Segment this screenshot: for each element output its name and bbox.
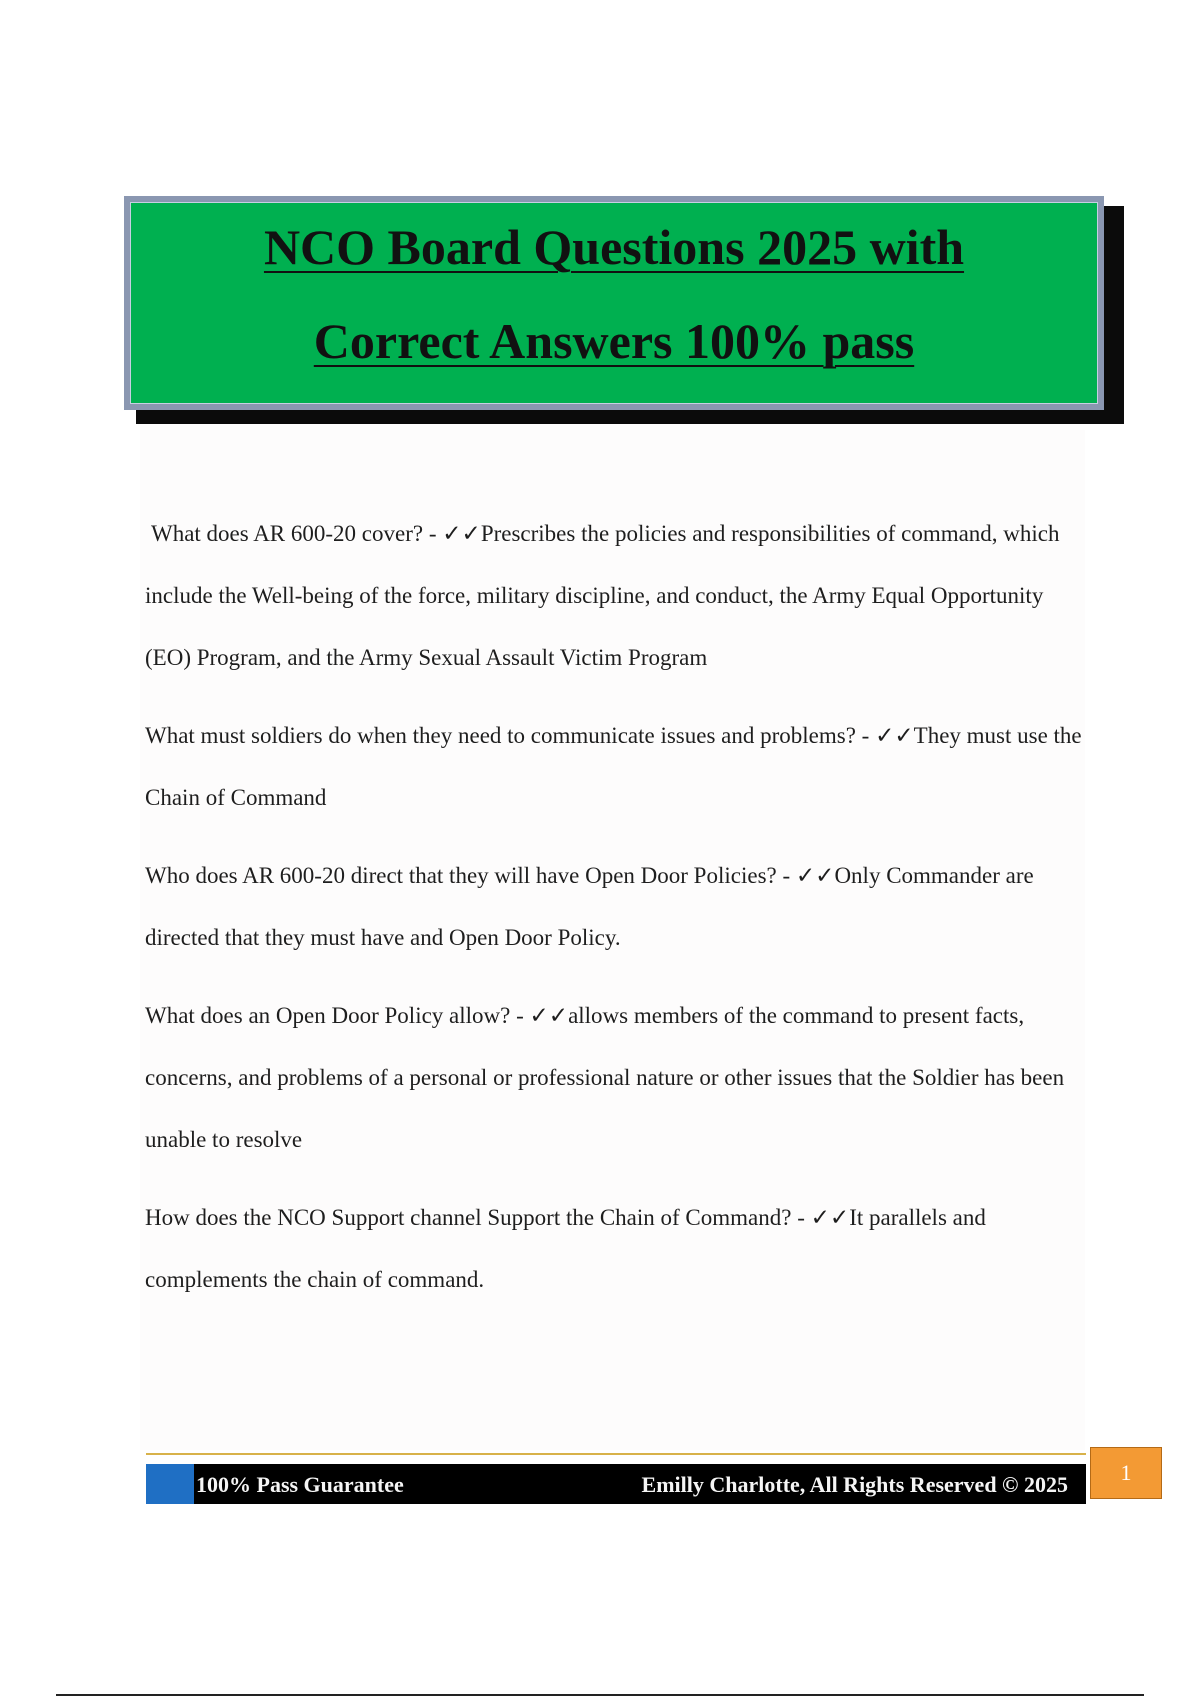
question-text: What does an Open Door Policy allow? - bbox=[145, 1003, 530, 1028]
check-icon: ✓✓ bbox=[529, 1003, 569, 1028]
footer-copyright-text: Emilly Charlotte, All Rights Reserved © 2025 bbox=[641, 1472, 1068, 1497]
check-icon: ✓✓ bbox=[810, 1205, 850, 1230]
document-title-line-1 bbox=[130, 219, 1098, 275]
footer-bar bbox=[146, 1464, 1086, 1504]
question-text: How does the NCO Support channel Support the Chain of Command? - bbox=[145, 1205, 811, 1230]
qa-item bbox=[145, 503, 1085, 689]
check-icon: ✓✓ bbox=[795, 863, 835, 888]
question-text: Who does AR 600-20 direct that they will have Open Door Policies? - bbox=[145, 863, 796, 888]
qa-list bbox=[145, 503, 1085, 1327]
answer-text: They must use the Chain of Command bbox=[145, 723, 1082, 810]
check-icon: ✓✓ bbox=[875, 723, 914, 748]
document-title-line-1-text: NCO Board Questions 2025 with bbox=[263, 219, 965, 275]
answer-text: Only Commander are directed that they must have and Open Door Policy. bbox=[145, 863, 1034, 950]
document-title-line-2-text: Correct Answers 100% pass bbox=[313, 313, 915, 369]
page-number-badge: 1 bbox=[1090, 1447, 1162, 1499]
footer-accent bbox=[146, 1464, 194, 1504]
qa-item bbox=[145, 1187, 1085, 1311]
title-banner bbox=[124, 196, 1104, 410]
footer-guarantee-text: 100% Pass Guarantee bbox=[196, 1472, 404, 1497]
qa-item bbox=[145, 705, 1085, 829]
answer-text: Prescribes the policies and responsibilities of command, which include the Well-being of the force, military discipline, and conduct, the Army Equal Opportunity (EO) Program, and the Army Sexual Assault Victim Program bbox=[145, 521, 1060, 670]
check-icon: ✓✓ bbox=[442, 521, 481, 546]
footer-divider bbox=[146, 1453, 1086, 1455]
document-title-line-2 bbox=[130, 313, 1098, 369]
answer-text: allows members of the command to present facts, concerns, and problems of a personal or professional nature or other issues that the Soldier has been unable to resolve bbox=[145, 1003, 1065, 1152]
qa-item bbox=[145, 985, 1085, 1171]
question-text: What does AR 600-20 cover? - bbox=[151, 521, 443, 546]
answer-text: It parallels and complements the chain of command. bbox=[145, 1205, 986, 1292]
page-bottom-divider bbox=[56, 1694, 1144, 1696]
question-text: What must soldiers do when they need to communicate issues and problems? - bbox=[145, 723, 876, 748]
qa-item bbox=[145, 845, 1085, 969]
